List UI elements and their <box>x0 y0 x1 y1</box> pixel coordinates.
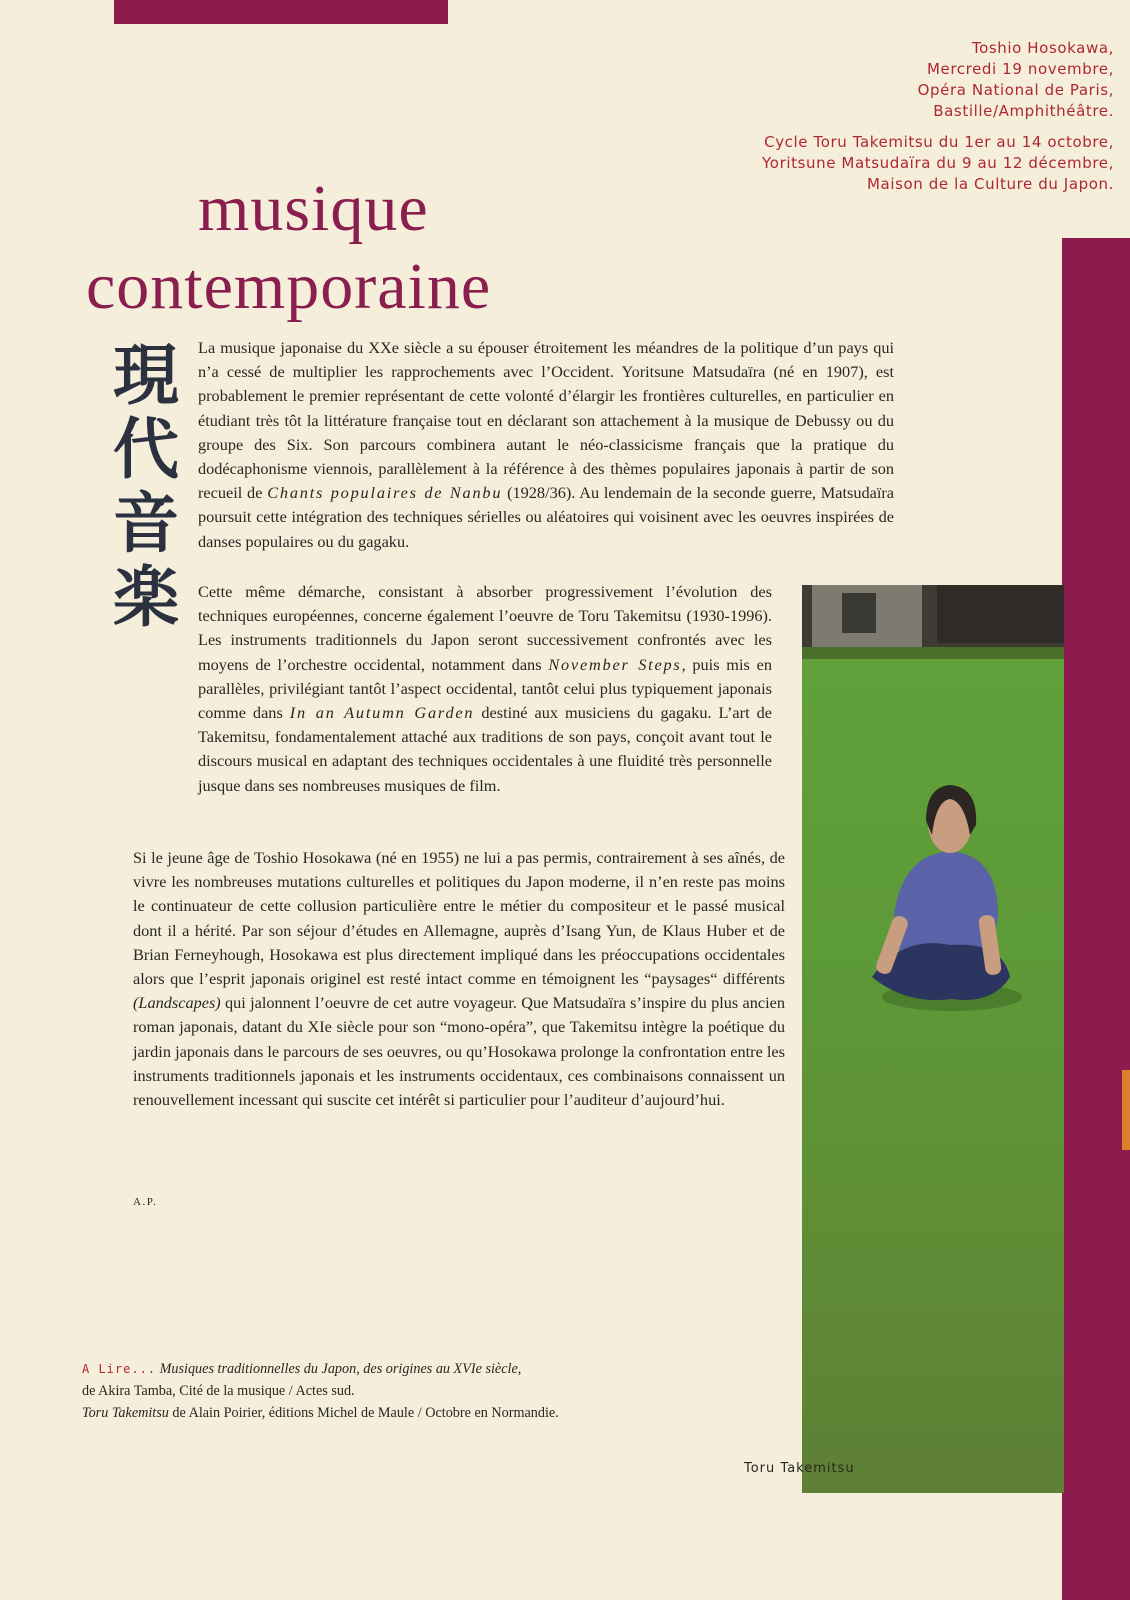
kanji-char: 音 <box>113 484 179 562</box>
body-text: (1928/36). Au lendemain de la seconde guerre, Matsudaïra poursuit cette intégration des techniques sérielles ou aléatoires qui voisinent avec les oeuvres inspirées de danses populaires ou du gagaku. <box>198 483 895 551</box>
reading-list <box>82 1358 732 1424</box>
page-title <box>86 170 491 326</box>
work-title: In an Autumn Garden <box>289 703 475 723</box>
photo-illustration <box>802 585 1064 1493</box>
body-text: Si le jeune âge de Toshio Hosokawa (né en 1955) ne lui a pas permis, contrairement à ses aînés, de vivre les nombreuses mutations culturelles et politiques du Japon moderne, il n’en reste pas moins le continuateur de cette collusion particulière entre le métier du compositeur et le passé musical dont il a hérité. Par son séjour d’études en Allemagne, auprès d’Isang Yun, de Klaus Huber et de Brian Ferneyhough, Hosokawa est plus directement impliqué dans les préoccupations occidentales alors que l’esprit japonais originel est resté intact comme en témoignent les “paysages“ différents <box>133 848 785 989</box>
kanji-calligraphy <box>104 338 188 634</box>
body-text: , puis mis en parallèles, privilégiant tantôt l’aspect occidental, tantôt celui plus typiquement japonais comme dans <box>198 654 772 723</box>
event-info-line: Maison de la Culture du Japon. <box>867 175 1114 193</box>
reading-item: de Akira Tamba, Cité de la musique / Actes sud. <box>82 1383 355 1399</box>
author-signature: A.P. <box>133 1196 158 1208</box>
body-paragraph-1 <box>198 336 894 554</box>
event-info-line: Yoritsune Matsudaïra du 9 au 12 décembre, <box>762 154 1114 172</box>
event-info <box>762 38 1114 195</box>
body-paragraph-1-cont <box>198 580 772 798</box>
event-info-line: Toshio Hosokawa, <box>971 39 1114 57</box>
kanji-char: 楽 <box>113 558 179 636</box>
reading-item <box>82 1358 732 1380</box>
kanji-char: 現 <box>113 336 179 414</box>
right-color-band <box>1062 238 1130 1600</box>
title-line-1: musique <box>198 172 429 245</box>
right-orange-accent <box>1122 1070 1130 1150</box>
building-window <box>842 593 876 633</box>
body-paragraph-2 <box>133 846 785 1112</box>
book-title: Toru Takemitsu <box>82 1405 169 1421</box>
reading-lead: A Lire... <box>82 1362 157 1376</box>
book-details: de Alain Poirier, éditions Michel de Maule / Octobre en Normandie. <box>168 1405 559 1421</box>
kanji-char: 代 <box>113 410 179 488</box>
photo-caption: Toru Takemitsu <box>744 1461 855 1476</box>
body-text: destiné aux musiciens du gagaku. L’art de Takemitsu, fondamentalement attaché aux traditions de son pays, conçoit avant tout le discours musical en adaptant des techniques occidentales à une fluidité très personnelle jusque dans ses nombreuses musiques de film. <box>198 703 772 795</box>
event-info-line: Mercredi 19 novembre, <box>927 60 1114 78</box>
event-info-line: Cycle Toru Takemitsu du 1er au 14 octobre, <box>764 133 1114 151</box>
event-info-line: Opéra National de Paris, <box>917 81 1114 99</box>
body-text: qui jalonnent l’oeuvre de cet autre voyageur. Que Matsudaïra s’inspire du plus ancien roman japonais, datant du XIe siècle pour son “mono-opéra”, que Takemitsu intègre la poétique du jardin japonais dans le parcours de ses oeuvres, ou qu’Hosokawa prolonge la confrontation entre les instruments traditionnels japonais et les instruments occidentaux, ces combinaisons connaissent un renouvellement incessant qui suscite cet intérêt si particulier pour l’auditeur d’aujourd’hui. <box>133 993 785 1110</box>
takemitsu-photo <box>802 585 1064 1493</box>
hedge <box>802 647 1064 659</box>
work-title: Chants populaires de Nanbu <box>267 483 503 503</box>
body-text: Cette même démarche, consistant à absorber progressivement l’évolution des techniques européennes, concerne également l’oeuvre de Toru Takemitsu (1930-1996). Les instruments traditionnels du Japon seront successivement confrontés avec les moyens de l’orchestre occidental, notamment dans <box>198 582 772 674</box>
body-text: La musique japonaise du XXe siècle a su épouser étroitement les méandres de la politique d’un pays qui n’a cessé de multiplier les rapprochements avec l’Occident. Yoritsune Matsudaïra (né en 1907), est probablement le premier représentant de cette volonté d’élargir les frontières culturelles, en particulier en étudiant très tôt la littérature française tout en déclarant son attachement à la musique de Debussy ou du groupe des Six. Son parcours combinera autant le néo-classicisme français que la pratique du dodécaphonisme viennois, parallèlement à la référence à des thèmes populaires japonais à partir de son recueil de <box>198 338 894 503</box>
event-info-line: Bastille/Amphithéâtre. <box>933 102 1114 120</box>
building-shadow <box>937 585 1064 643</box>
top-color-bar <box>114 0 448 24</box>
reading-item <box>82 1402 732 1424</box>
work-title: (Landscapes) <box>133 993 221 1013</box>
book-title: Musiques traditionnelles du Japon, des origines au XVIe siècle, <box>159 1361 522 1377</box>
title-line-2: contemporaine <box>86 250 492 323</box>
work-title: November Steps <box>548 654 682 674</box>
